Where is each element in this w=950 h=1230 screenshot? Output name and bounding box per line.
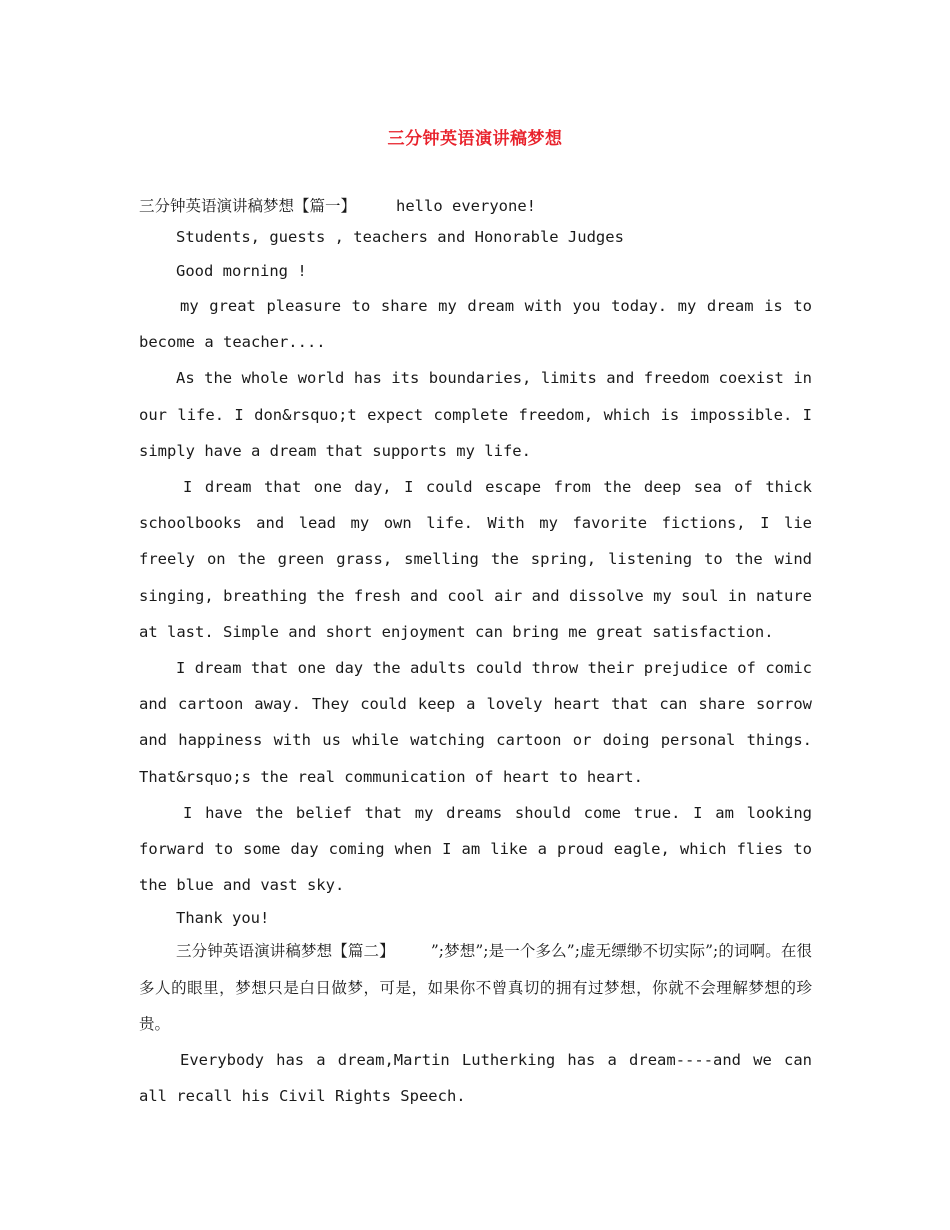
paragraph-adults-cartoon: I dream that one day the adults could throw their prejudice of comic and cartoon away. They could keep a lovely heart that can share sorrow and happiness with us while watching cartoon or doing personal things. That&rsquo;s the real communication of heart to heart. <box>139 659 812 786</box>
paragraph-dream-teacher: my great pleasure to share my dream with you today. my dream is to become a teacher.... <box>139 297 812 352</box>
section2-heading: 三分钟英语演讲稿梦想【篇二】 <box>176 942 395 961</box>
paragraph-everybody-dream: Everybody has a dream,Martin Lutherking has a dream----and we can all recall his Civil Rights Speech. <box>139 1051 812 1106</box>
paragraph-escape-schoolbooks: I dream that one day, I could escape from the deep sea of thick schoolbooks and lead my own life. With my favorite fictions, I lie freely on the green grass, smelling the spring, listening to the wind singing, breathing the fresh and cool air and dissolve my soul in nature at last. Simple and short enjoyment can bring me great satisfaction. <box>139 478 812 641</box>
paragraph-good-morning: Good morning ! <box>176 262 307 280</box>
paragraph-belief-eagle: I have the belief that my dreams should come true. I am looking forward to some day coming when I am like a proud eagle, which flies to the blue and vast sky. <box>139 803 812 895</box>
paragraph-thank-you: Thank you! <box>176 909 270 928</box>
paragraph-world-boundaries: As the whole world has its boundaries, limits and freedom coexist in our life. I don&rsquo;t expect complete freedom, which is impossible. I simply have a dream that supports my life. <box>139 369 812 460</box>
section1-first-line <box>139 192 812 221</box>
section2-paragraph <box>139 933 812 1042</box>
section1-heading: 三分钟英语演讲稿梦想【篇一】 <box>139 197 357 215</box>
paragraph-greeting-audience: Students, guests , teachers and Honorable Judges <box>176 228 624 246</box>
document-body <box>139 192 812 1114</box>
section2-text: ”;梦想”;是一个多么”;虚无缥缈不切实际”;的词啊。在很多人的眼里，梦想只是白日做梦，可是，如果你不曾真切的拥有过梦想，你就不会理解梦想的珍贵。 <box>139 942 812 1033</box>
section1-opening: hello everyone! <box>396 197 536 215</box>
document-title: 三分钟英语演讲稿梦想 <box>387 129 563 149</box>
